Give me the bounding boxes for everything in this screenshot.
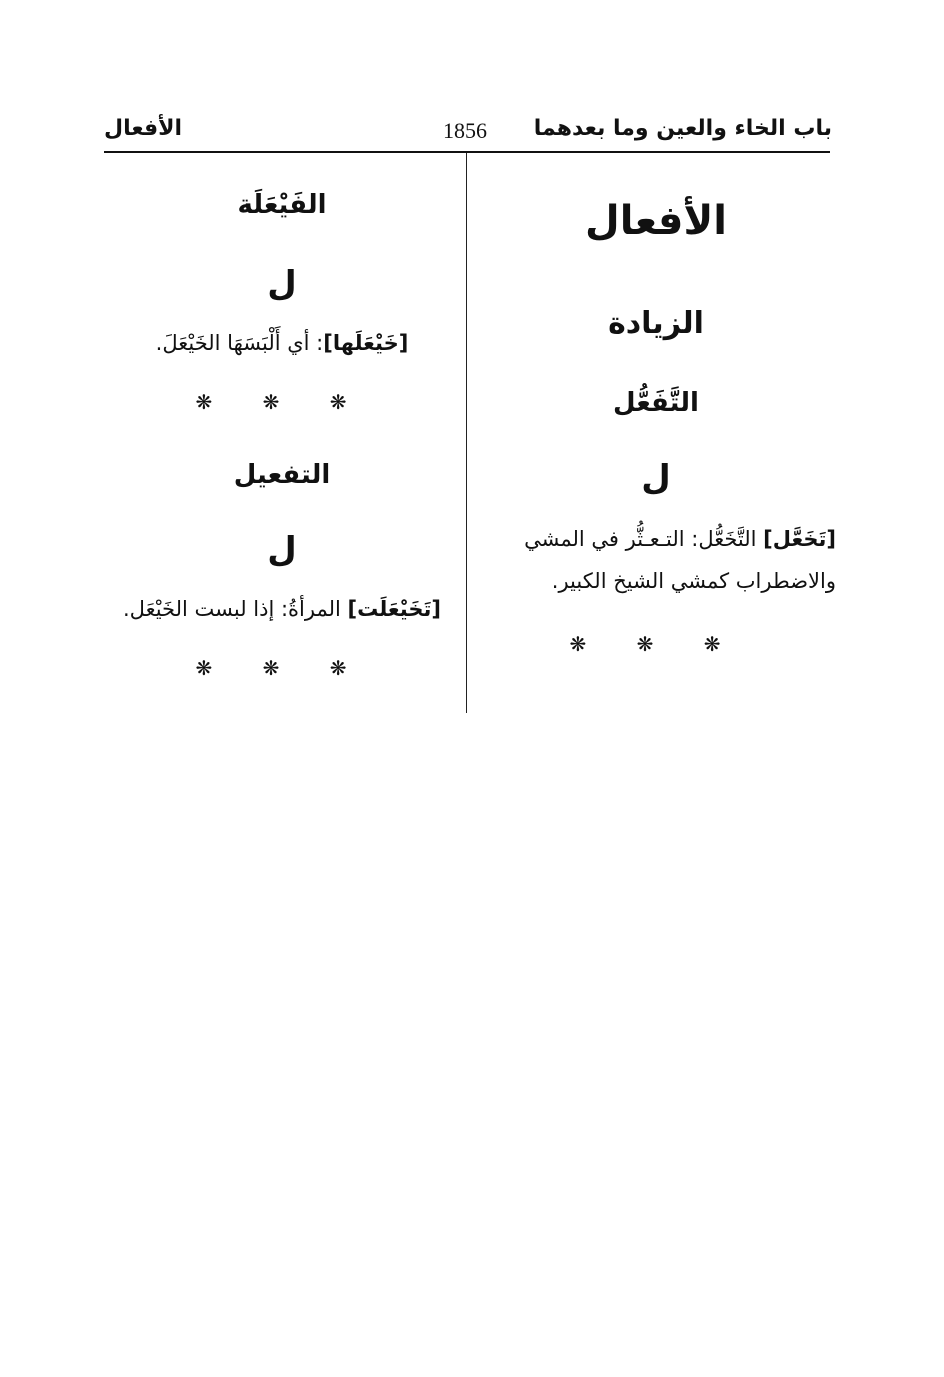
section-stars-1: ❋ ❋ ❋	[195, 390, 369, 414]
section-header: باب الخاء والعين وما بعدهما	[533, 116, 832, 141]
column-divider	[466, 153, 467, 713]
entry-definition: التَّخَعُّل: التـعـثُّر في المشي والاضطراب كمشي الشيخ الكبير.	[524, 527, 836, 593]
pattern-heading-2: التفعيل	[233, 460, 331, 490]
running-title: الأفعال	[104, 116, 183, 141]
letter-heading-1: ل	[267, 264, 297, 304]
pattern-heading-1: الفَيْعَلَة	[237, 190, 327, 220]
entry1-headword: [خَيْعَلَها]	[323, 331, 409, 355]
chapter-title: الأفعال	[585, 198, 727, 244]
section-title: الزيادة	[608, 306, 704, 341]
letter-heading-2: ل	[267, 530, 297, 570]
entry2-headword: [تَخَيْعَلَت]	[347, 597, 441, 621]
page-number: 1856	[443, 118, 487, 143]
dictionary-entry-1	[112, 322, 452, 364]
header-rule	[104, 151, 830, 153]
entry1-definition: : أي أَلْبَسَهَا الخَيْعَلَ.	[155, 331, 324, 355]
entry2-definition: المرأةُ: إذا لبست الخَيْعَل.	[123, 597, 348, 621]
dictionary-entry	[476, 518, 836, 602]
section-stars-2: ❋ ❋ ❋	[195, 656, 369, 680]
letter-heading: ل	[641, 458, 671, 498]
pattern-heading: التَّفَعُّل	[613, 388, 699, 418]
section-stars: ❋ ❋ ❋	[569, 632, 743, 656]
dictionary-entry-2	[112, 588, 452, 630]
entry-headword: [تَخَعَّل]	[763, 527, 836, 551]
